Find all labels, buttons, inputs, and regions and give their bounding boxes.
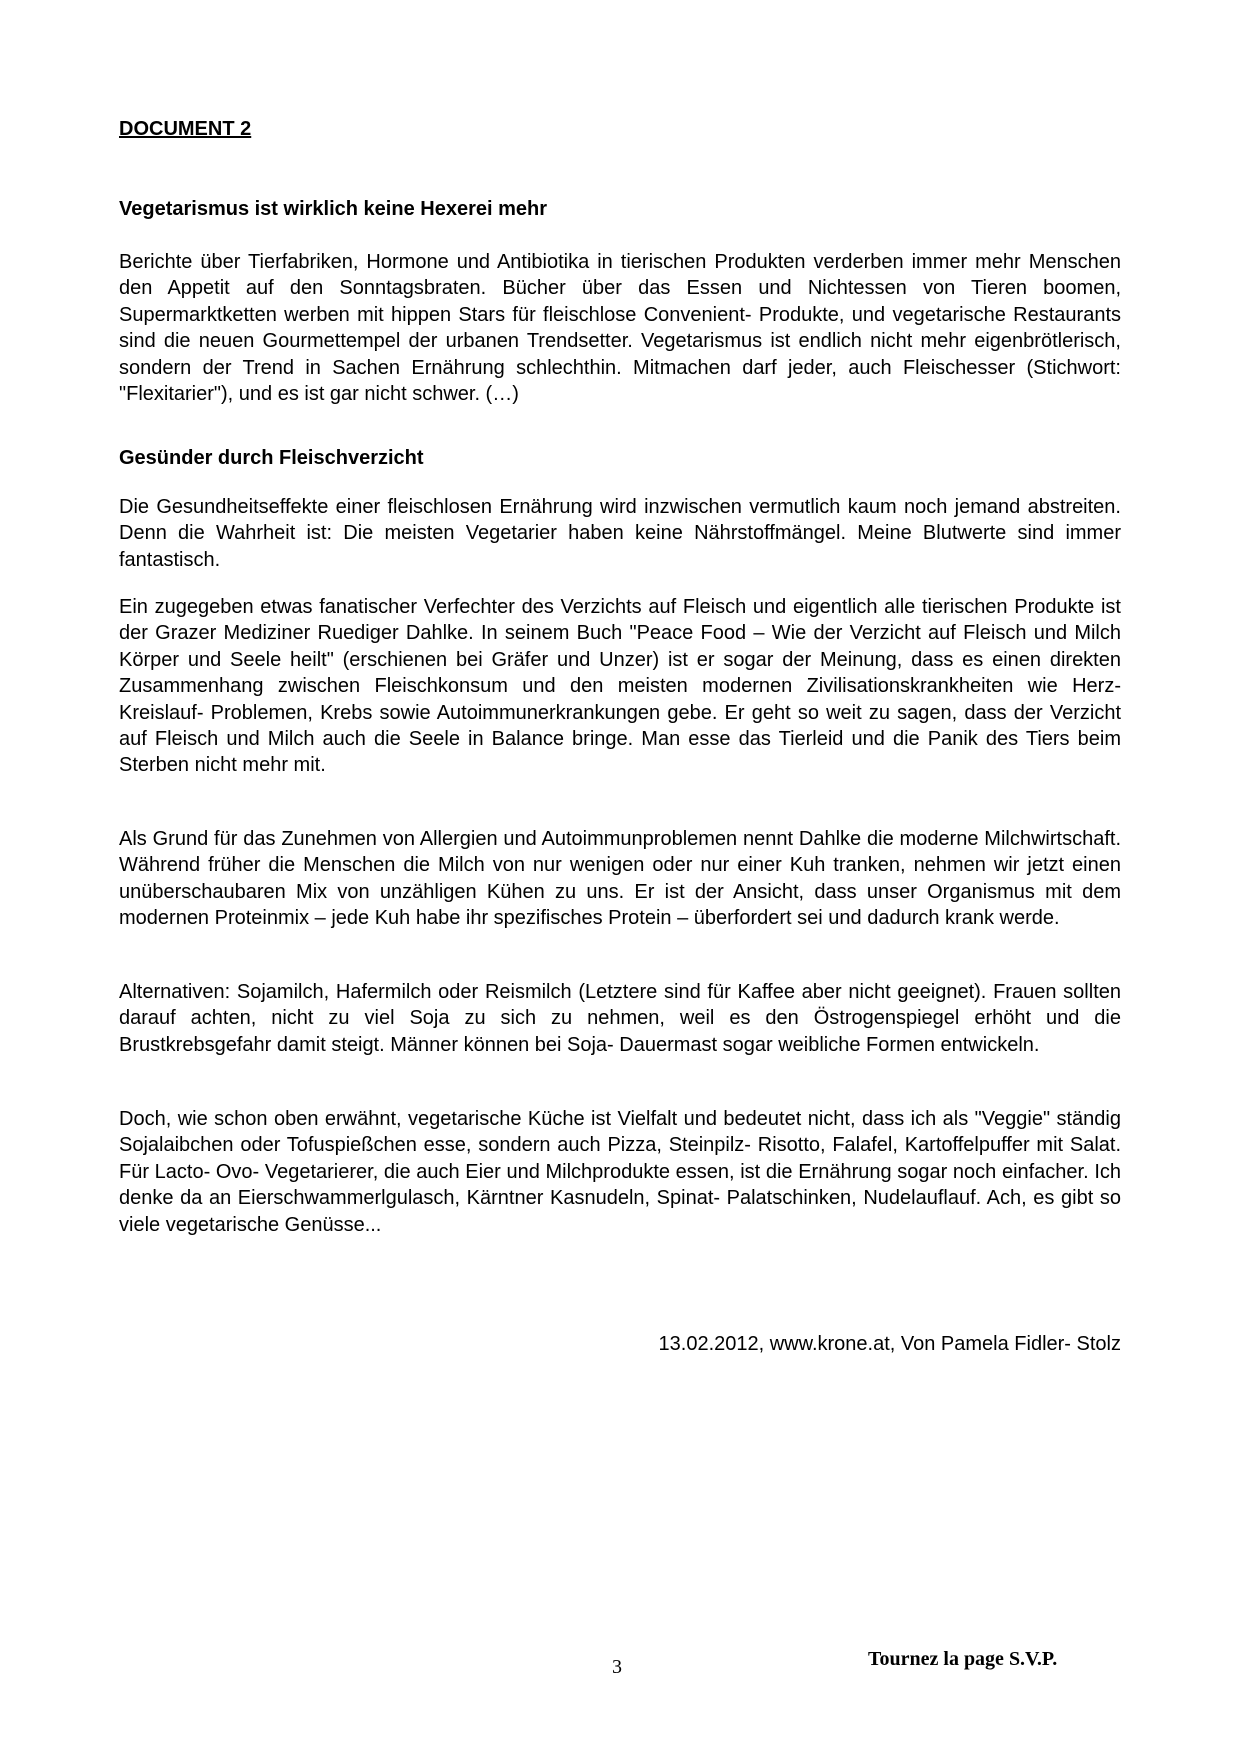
paragraph-milk: Als Grund für das Zunehmen von Allergien und Autoimmunproblemen nennt Dahlke die moderne Milchwirtschaft. Während früher die Menschen die Milch von nur wenigen oder nur einer Kuh tranken, nehmen wir jetzt einen unüberschaubaren Mix von unzähligen Kühen zu uns. Er ist der Ansicht, dass unser Organismus mit dem modernen Proteinmix – jede Kuh habe ihr spezifisches Protein – überfordert sei und dadurch krank werde.: [119, 828, 1121, 930]
article-title: Vegetarismus ist wirklich keine Hexerei mehr: [119, 198, 547, 220]
paragraph-alternatives: Alternativen: Sojamilch, Hafermilch oder Reismilch (Letztere sind für Kaffee aber nicht geeignet). Frauen sollten darauf achten, nicht zu viel Soja zu sich zu nehmen, weil es den Östrogenspiegel erhöht und die Brustkrebsgefahr damit steigt. Männer können bei Soja- Dauermast sogar weibliche Formen entwickeln.: [119, 981, 1121, 1056]
document-label: DOCUMENT 2: [119, 118, 252, 140]
paragraph-dahlke: Ein zugegeben etwas fanatischer Verfechter des Verzichts auf Fleisch und eigentlich alle tierischen Produkte ist der Grazer Mediziner Ruediger Dahlke. In seinem Buch "Peace Food – Wie der Verzicht auf Fleisch und Milch Körper und Seele heilt" (erschienen bei Gräfer und Unzer) ist er sogar der Meinung, dass es einen direkten Zusammenhang zwischen Fleischkonsum und den meisten modernen Zivilisationskrankheiten wie Herz- Kreislauf- Problemen, Krebs sowie Autoimmunerkrankungen gebe. Er geht so weit zu sagen, dass der Verzicht auf Fleisch und Milch auch die Seele in Balance bringe. Man esse das Tierleid und die Panik des Tiers beim Sterben nicht mehr mit.: [119, 596, 1121, 777]
section-heading: Gesünder durch Fleischverzicht: [119, 447, 424, 469]
article-source: 13.02.2012, www.krone.at, Von Pamela Fidler- Stolz: [658, 1333, 1121, 1355]
page-number: 3: [612, 1656, 622, 1678]
paragraph-variety: Doch, wie schon oben erwähnt, vegetarische Küche ist Vielfalt und bedeutet nicht, dass ich als "Veggie" ständig Sojalaibchen oder Tofuspießchen esse, sondern auch Pizza, Steinpilz- Risotto, Falafel, Kartoffelpuffer mit Salat. Für Lacto- Ovo- Vegetarierer, die auch Eier und Milchprodukte essen, ist die Ernährung sogar noch einfacher. Ich denke da an Eierschwammerlgulasch, Kärntner Kasnudeln, Spinat- Palatschinken, Nudelauflauf. Ach, es gibt so viele vegetarische Genüsse...: [119, 1108, 1121, 1236]
turn-page-note: Tournez la page S.V.P.: [868, 1648, 1058, 1670]
paragraph-intro: Berichte über Tierfabriken, Hormone und Antibiotika in tierischen Produkten verderben immer mehr Menschen den Appetit auf den Sonntagsbraten. Bücher über das Essen und Nichtessen von Tieren boomen, Supermarktketten werben mit hippen Stars für fleischlose Convenient- Produkte, und vegetarische Restaurants sind die neuen Gourmettempel der urbanen Trendsetter. Vegetarismus ist endlich nicht mehr eigenbrötlerisch, sondern der Trend in Sachen Ernährung schlechthin. Mitmachen darf jeder, auch Fleischesser (Stichwort: "Flexitarier"), und es ist gar nicht schwer. (…): [119, 251, 1121, 406]
paragraph-health: Die Gesundheitseffekte einer fleischlosen Ernährung wird inzwischen vermutlich kaum noch jemand abstreiten. Denn die Wahrheit ist: Die meisten Vegetarier haben keine Nährstoffmängel. Meine Blutwerte sind immer fantastisch.: [119, 496, 1121, 571]
